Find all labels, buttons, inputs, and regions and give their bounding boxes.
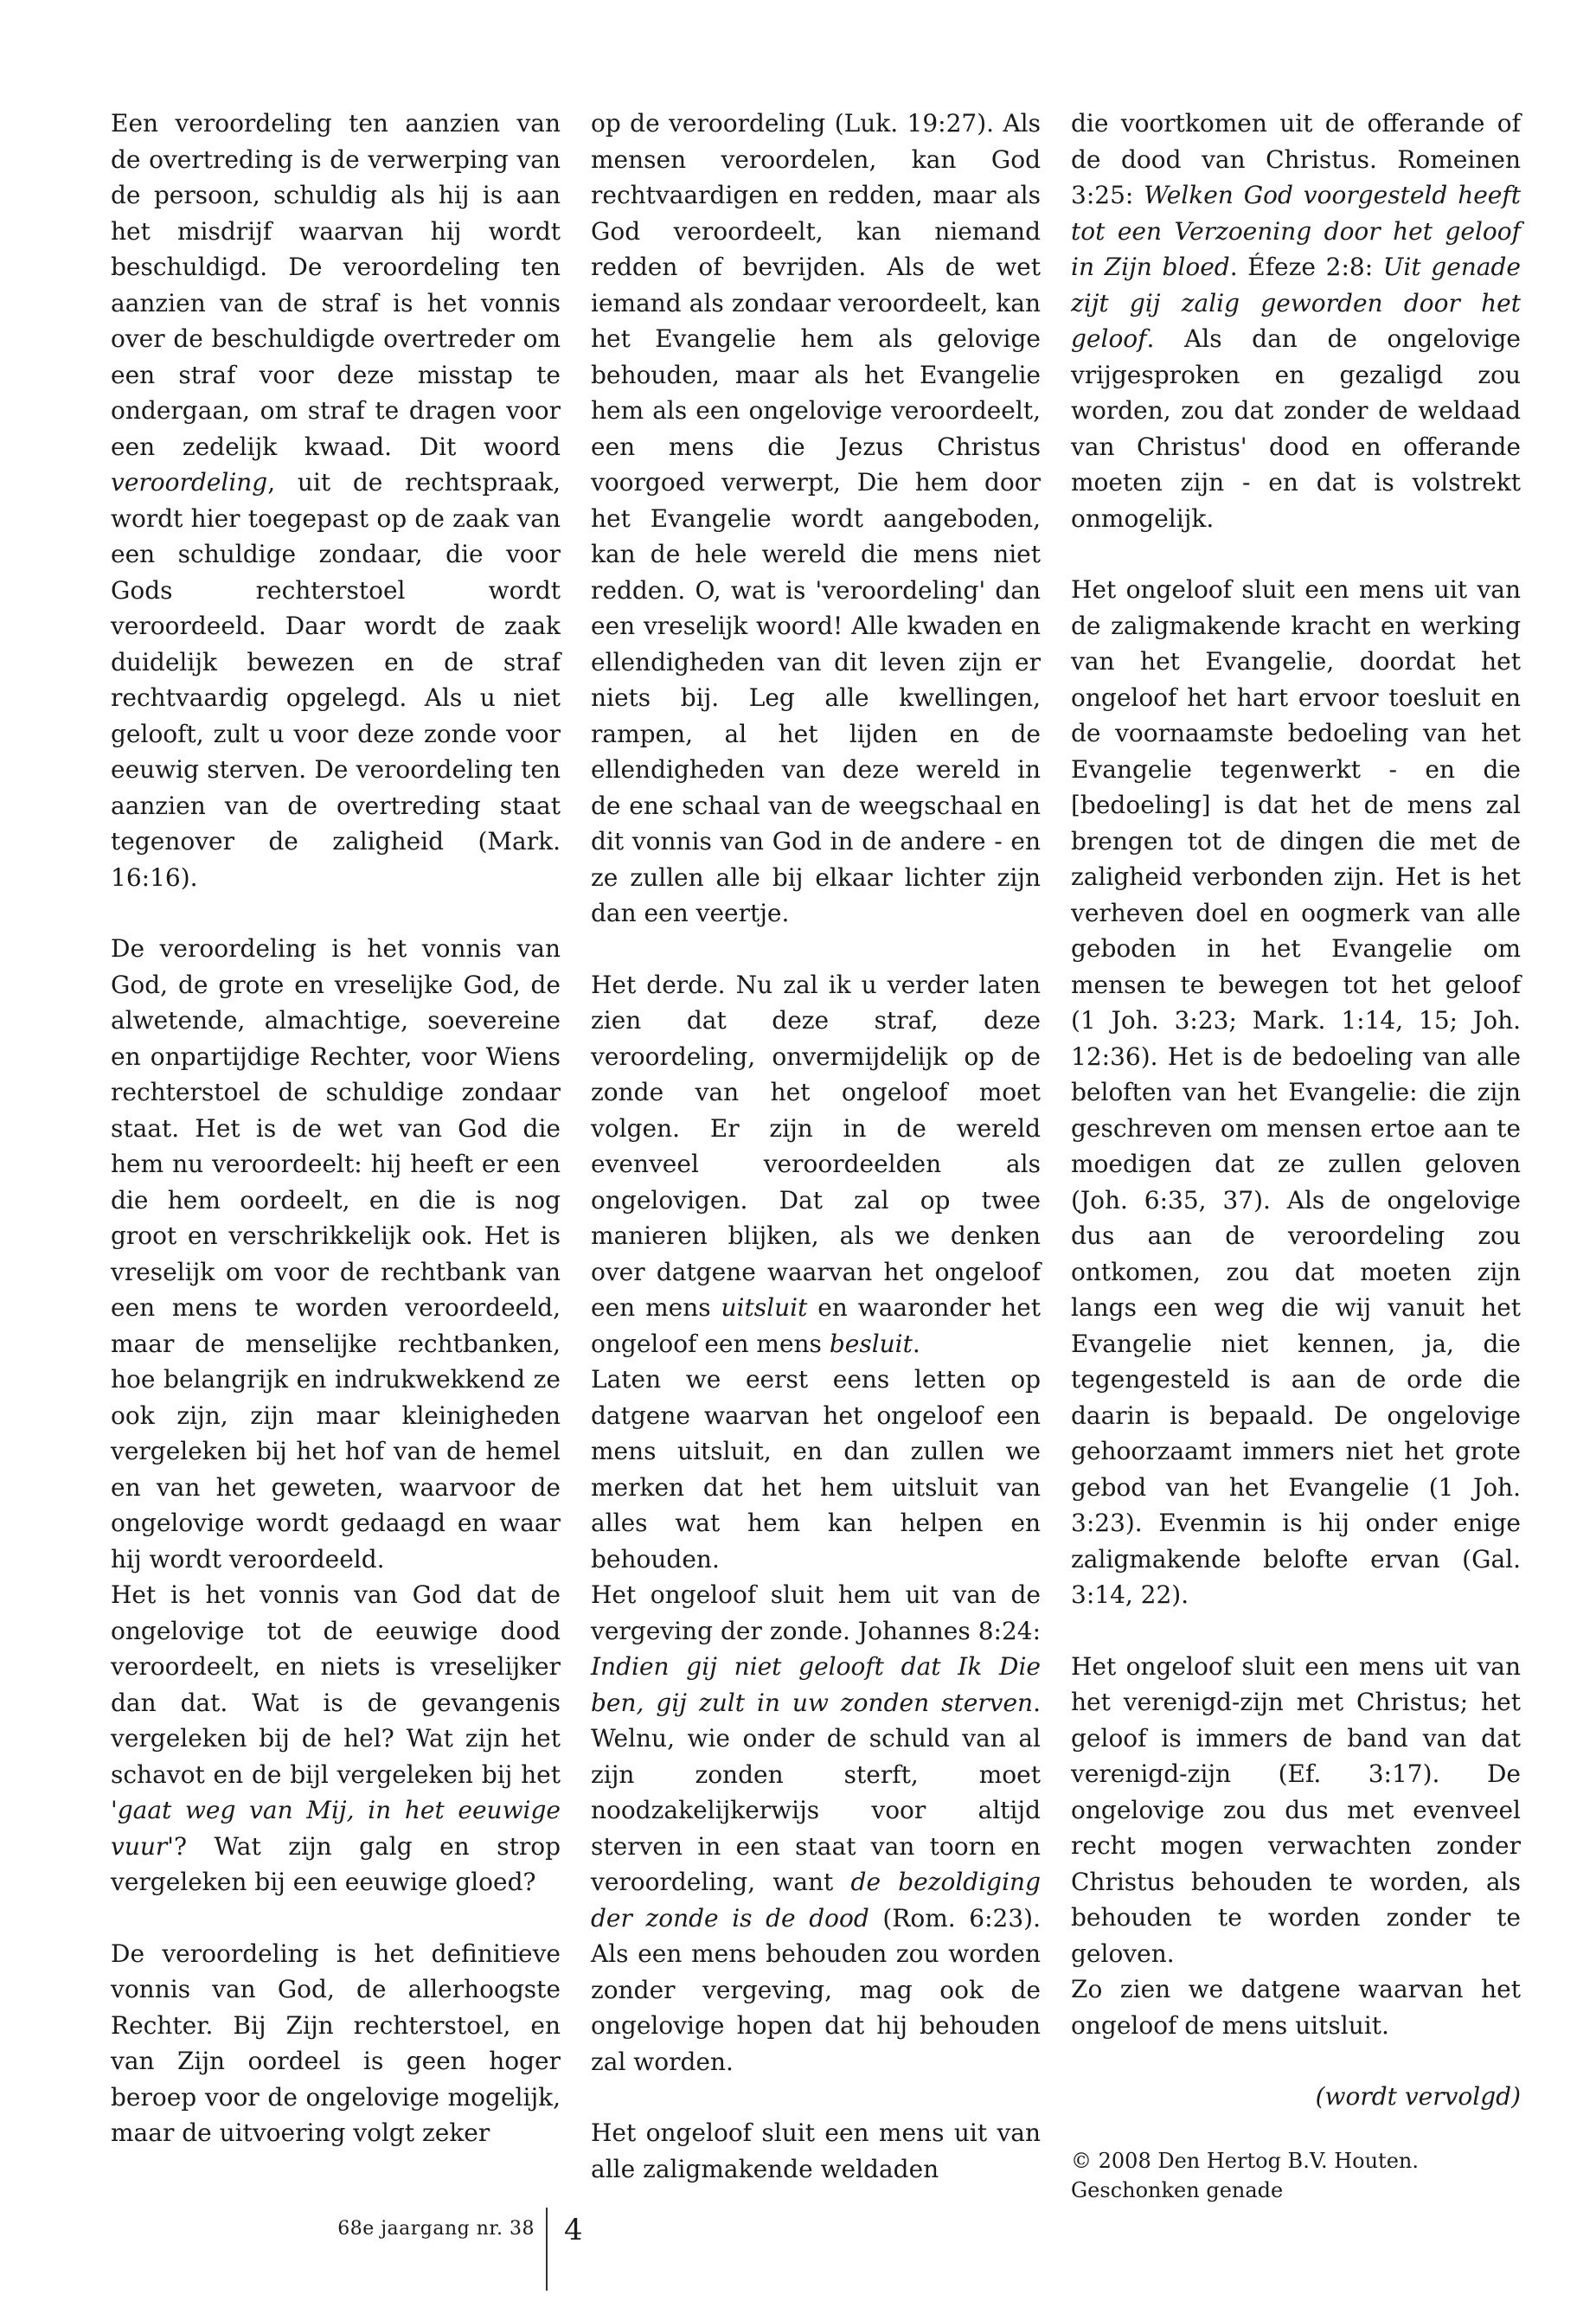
- paragraph: Het ongeloof sluit een mens uit van de zaligmakende kracht en werking van het Evangelie, doordat het ongeloof het hart ervoor toesluit en de voornaamste bedoeling van het Evangelie tegenwerkt - en die [bedoeling] is dat het de mens zal brengen tot de dingen die met de zaligheid verbonden zijn. Het is het verheven doel en oogmerk van alle geboden in het Evangelie om mensen te bewegen tot het geloof (1 Joh. 3:23; Mark. 1:14, 15; Joh. 12:36). Het is de bedoeling van alle beloften van het Evangelie: die zijn geschreven om mensen ertoe aan te moedigen dat ze zullen geloven (Joh. 6:35, 37). Als de ongelovige dus aan de veroordeling zou ontkomen, zou dat moeten zijn langs een weg die wij vanuit het Evangelie niet kennen, ja, die tegengesteld is aan de orde die daarin is bepaald. De ongelovige gehoorzaamt immers niet het grote gebod van het Evangelie (1 Joh. 3:23). Evenmin is hij onder enige zaligmakende belofte ervan (Gal. 3:14, 22).: [1071, 575, 1521, 1609]
- text-column-1: [111, 106, 561, 2151]
- page-number: 4: [564, 2213, 583, 2247]
- paragraph: Het ongeloof sluit een mens uit van alle zaligmakende weldaden: [591, 2118, 1041, 2183]
- text-run: Het derde. Nu zal ik u verder laten zien dat deze straf, deze veroordeling, onvermijdelijk op de zonde van het ongeloof moet volgen. Er zijn in de wereld evenveel veroordeelden als ongelovigen. Dat zal op twee manieren blijken, als we denken over datgene waarvan het ongeloof een mens: [591, 970, 1041, 1322]
- to-be-continued-note: (wordt vervolgd): [1315, 2082, 1521, 2111]
- italic-quote: 'gaat weg van Mij, in het eeuwige vuur': [111, 1796, 561, 1861]
- text-run: (Rom. 6:23). Als een mens behouden zou worden zonder vergeving, mag ook de ongelovige hopen dat hij behouden zal worden.: [591, 1903, 1041, 2076]
- text-run: Het ongeloof sluit hem uit van de vergeving der zonde. Johannes 8:24:: [591, 1580, 1041, 1645]
- text-run: . Als dan de ongelovige vrijgesproken en gezaligd zou worden, zou dat zonder de weldaad van Christus' dood en offerande moeten zijn - en dat is volstrekt onmogelijk.: [1071, 324, 1521, 533]
- italic-term: veroordeling: [111, 468, 268, 497]
- copyright-line: © 2008 Den Hertog B.V. Houten.: [1071, 2148, 1419, 2173]
- text-run: , uit de rechtspraak, wordt hier toegepast op de zaak van een schuldige zondaar, die voor Gods rechterstoel wordt veroordeeld. Daar wordt de zaak duidelijk bewezen en de straf rechtvaardig opgelegd. Als u niet gelooft, zult u voor deze zonde voor eeuwig sterven. De veroordeling ten aanzien van de overtreding staat tegenover de zaligheid (Mark. 16:16).: [111, 468, 561, 892]
- paragraph: [1071, 106, 1521, 536]
- text-run: . Welnu, wie onder de schuld van al zijn zonden sterft, moet noodzakelijkerwijs voor altijd sterven in een staat van toorn en veroordeling, want: [591, 1688, 1041, 1896]
- italic-quote: Uit genade zijt gij zalig geworden door het geloof: [1071, 253, 1521, 353]
- text-run: die voortkomen uit de offerande of de dood van Christus. Romeinen 3:25:: [1071, 109, 1521, 209]
- text-run: . Éfeze 2:8:: [1229, 253, 1383, 281]
- paragraph: De veroordeling is het definitieve vonnis van God, de allerhoogste Rechter. Bij Zijn rechterstoel, en van Zijn oordeel is geen hoger beroep voor de ongelovige mogelijk, maar de uitvoering volgt zeker: [111, 1939, 561, 2147]
- source-title: Geschonken genade: [1071, 2177, 1284, 2202]
- text-column-3: [1071, 106, 1521, 2205]
- paragraph: Zo zien we datgene waarvan het ongeloof de mens uitsluit.: [1071, 1975, 1521, 2040]
- text-run: .: [912, 1329, 920, 1358]
- footer-divider: [546, 2208, 548, 2291]
- paragraph: [591, 1577, 1041, 2080]
- italic-quote: Indien gij niet gelooft dat Ik Die ben, gij zult in uw zonden sterven: [591, 1652, 1041, 1717]
- italic-term: uitsluit: [721, 1293, 808, 1322]
- text-run: ? Wat zijn galg en strop vergeleken bij een eeuwige gloed?: [111, 1831, 561, 1896]
- issue-label: 68e jaargang nr. 38: [337, 2218, 535, 2240]
- italic-term: besluit: [829, 1329, 913, 1358]
- page-footer: [0, 2208, 1596, 2291]
- paragraph: [111, 1577, 561, 1900]
- italic-quote: de bezoldiging der zonde is de dood: [591, 1868, 1041, 1932]
- paragraph: De veroordeling is het vonnis van God, de grote en vreselijke God, de alwetende, almachtige, soevereine en onpartijdige Rechter, voor Wiens rechterstoel de schuldige zondaar staat. Het is de wet van God die hem nu veroordeelt: hij heeft er een die hem oordeelt, en die is nog groot en verschrikkelijk ook. Het is vreselijk om voor de rechtbank van een mens te worden veroordeeld, maar de menselijke rechtbanken, hoe belangrijk en indrukwekkend ze ook zijn, zijn maar kleinigheden vergeleken bij het hof van de hemel en van het geweten, waarvoor de ongelovige wordt gedaagd en waar hij wordt veroordeeld.: [111, 934, 561, 1574]
- text-run: Het is het vonnis van God dat de ongelovige tot de eeuwige dood veroordeelt, en niets is vreselijker dan dat. Wat is de gevangenis vergeleken bij de hel? Wat zijn het schavot en de bijl vergeleken bij het: [111, 1580, 561, 1789]
- paragraph: [591, 967, 1041, 1362]
- copyright-notice: [1071, 2146, 1521, 2205]
- text-run: Een veroordeling ten aanzien van de overtreding is de verwerping van de persoon, schuldig als hij is aan het misdrijf waarvan hij wordt beschuldigd. De veroordeling ten aanzien van de straf is het vonnis over de beschuldigde overtreder om een straf voor deze misstap te ondergaan, om straf te dragen voor een zedelijk kwaad. Dit woord: [111, 109, 561, 461]
- text-run: en waaronder het ongeloof een mens: [591, 1293, 1042, 1358]
- paragraph: Het ongeloof sluit een mens uit van het verenigd-zijn met Christus; het geloof is immers de band van dat verenigd-zijn (Ef. 3:17). De ongelovige zou dus met evenveel recht mogen verwachten zonder Christus behouden te worden, als behouden te worden zonder te geloven.: [1071, 1651, 1521, 1968]
- paragraph: op de veroordeling (Luk. 19:27). Als mensen veroordelen, kan God rechtvaardigen en redden, maar als God veroordeelt, kan niemand redden of bevrijden. Als de wet iemand als zondaar veroordeelt, kan het Evangelie hem als gelovige behouden, maar als het Evangelie hem als een ongelovige veroordeelt, een mens die Jezus Christus voorgoed verwerpt, Die hem door het Evangelie wordt aangeboden, kan de hele wereld die mens niet redden. O, wat is 'veroordeling' dan een vreselijk woord! Alle kwaden en ellendigheden van dit leven zijn er niets bij. Leg alle kwellingen, rampen, al het lijden en de ellendigheden van deze wereld in de ene schaal van de weegschaal en dit vonnis van God in de andere - en ze zullen alle bij elkaar lichter zijn dan een veertje.: [591, 109, 1041, 927]
- paragraph: [111, 106, 561, 895]
- paragraph: Laten we eerst eens letten op datgene waarvan het ongeloof een mens uitsluit, en dan zullen we merken dat het hem uitsluit van alles wat hem kan helpen en behouden.: [591, 1365, 1041, 1574]
- italic-quote: Welken God voorgesteld heeft tot een Verzoening door het geloof in Zijn bloed: [1071, 181, 1521, 281]
- text-column-2: [591, 106, 1041, 2187]
